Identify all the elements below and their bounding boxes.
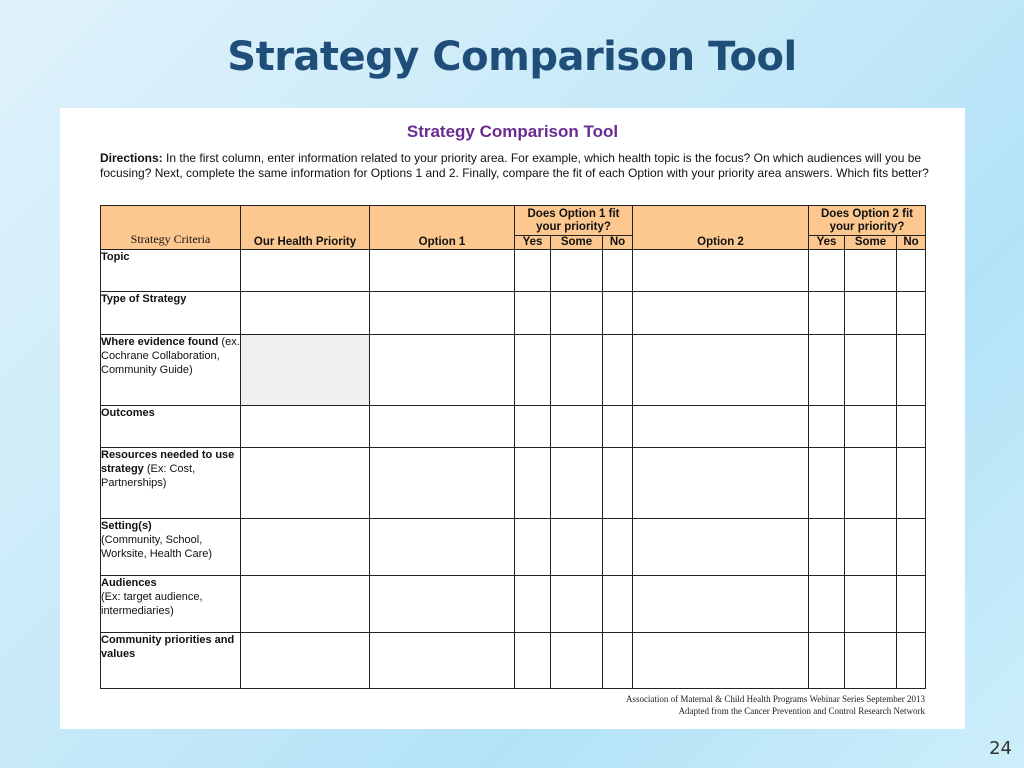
cell-opt2-yes — [809, 576, 845, 633]
cell-option-1 — [370, 335, 515, 406]
cell-option-1 — [370, 576, 515, 633]
cell-opt2-no — [897, 292, 926, 335]
row-label-community-priorities: Community priorities and values — [101, 633, 241, 689]
cell-opt2-some — [845, 633, 897, 689]
cell-opt1-some — [551, 448, 603, 519]
cell-option-2 — [633, 292, 809, 335]
table-row — [101, 335, 926, 406]
row-label-resources-needed: Resources needed to use strategy (Ex: Cost, Partnerships) — [101, 448, 241, 519]
table-row — [101, 576, 926, 633]
cell-opt1-no — [603, 250, 633, 292]
row-label-outcomes: Outcomes — [101, 406, 241, 448]
cell-opt1-yes — [515, 292, 551, 335]
cell-health-priority — [241, 406, 370, 448]
header-opt2-yes: Yes — [809, 236, 845, 250]
cell-opt2-no — [897, 633, 926, 689]
cell-opt1-yes — [515, 250, 551, 292]
table-row — [101, 292, 926, 335]
cell-health-priority — [241, 519, 370, 576]
source-citation — [626, 693, 925, 717]
header-opt1-no: No — [603, 236, 633, 250]
cell-opt2-yes — [809, 448, 845, 519]
cell-opt1-no — [603, 448, 633, 519]
cell-opt1-no — [603, 633, 633, 689]
cell-option-2 — [633, 576, 809, 633]
cell-opt2-no — [897, 576, 926, 633]
header-opt1-yes: Yes — [515, 236, 551, 250]
cell-opt1-some — [551, 576, 603, 633]
cell-opt2-yes — [809, 406, 845, 448]
header-option-2: Option 2 — [633, 206, 809, 250]
cell-opt1-some — [551, 335, 603, 406]
slide-number: 24 — [989, 738, 1012, 759]
cell-opt1-no — [603, 576, 633, 633]
cell-health-priority — [241, 335, 370, 406]
cell-opt2-some — [845, 406, 897, 448]
cell-option-2 — [633, 448, 809, 519]
cell-health-priority — [241, 250, 370, 292]
cell-opt2-yes — [809, 250, 845, 292]
slide-title: Strategy Comparison Tool — [227, 34, 797, 80]
cell-opt2-some — [845, 250, 897, 292]
cell-opt1-some — [551, 633, 603, 689]
cell-opt1-yes — [515, 576, 551, 633]
table-row — [101, 519, 926, 576]
cell-opt1-yes — [515, 448, 551, 519]
cell-option-1 — [370, 250, 515, 292]
directions-text — [100, 151, 930, 181]
cell-option-1 — [370, 633, 515, 689]
cell-opt1-some — [551, 292, 603, 335]
header-option-2-fit: Does Option 2 fit your priority? — [809, 206, 926, 236]
table-row — [101, 448, 926, 519]
header-option-1-fit: Does Option 1 fit your priority? — [515, 206, 633, 236]
table-row — [101, 633, 926, 689]
table-row — [101, 406, 926, 448]
cell-opt2-yes — [809, 335, 845, 406]
header-strategy-criteria: Strategy Criteria — [101, 206, 241, 250]
table-row — [101, 250, 926, 292]
cell-health-priority — [241, 633, 370, 689]
header-opt2-some: Some — [845, 236, 897, 250]
cell-opt1-some — [551, 406, 603, 448]
document-image — [60, 108, 965, 729]
row-label-audiences: Audiences (Ex: target audience, intermediaries) — [101, 576, 241, 633]
cell-opt1-yes — [515, 633, 551, 689]
cell-opt2-some — [845, 292, 897, 335]
cell-option-2 — [633, 335, 809, 406]
directions-body: In the first column, enter information related to your priority area. For example, which health topic is the focus? On which audiences will you be focusing? Next, complete the same information for Options 1 and 2. Finally, compare the fit of each Option with your priority area answers. Which fits better? — [100, 151, 929, 180]
row-label-topic: Topic — [101, 250, 241, 292]
cell-opt2-some — [845, 576, 897, 633]
header-opt2-no: No — [897, 236, 926, 250]
cell-opt2-some — [845, 519, 897, 576]
citation-line-2: Adapted from the Cancer Prevention and Control Research Network — [678, 706, 925, 716]
cell-opt1-yes — [515, 406, 551, 448]
cell-opt1-yes — [515, 519, 551, 576]
cell-option-1 — [370, 448, 515, 519]
comparison-table — [100, 205, 926, 689]
cell-option-2 — [633, 250, 809, 292]
cell-opt1-no — [603, 292, 633, 335]
cell-opt1-yes — [515, 335, 551, 406]
cell-opt2-no — [897, 406, 926, 448]
document-title: Strategy Comparison Tool — [406, 122, 619, 141]
cell-opt1-no — [603, 406, 633, 448]
cell-opt1-some — [551, 519, 603, 576]
cell-option-2 — [633, 633, 809, 689]
cell-opt2-some — [845, 335, 897, 406]
header-option-1: Option 1 — [370, 206, 515, 250]
cell-option-2 — [633, 519, 809, 576]
cell-option-2 — [633, 406, 809, 448]
cell-opt2-no — [897, 250, 926, 292]
cell-opt2-yes — [809, 633, 845, 689]
cell-opt2-yes — [809, 292, 845, 335]
cell-opt2-no — [897, 335, 926, 406]
row-label-settings: Setting(s) (Community, School, Worksite, Health Care) — [101, 519, 241, 576]
cell-option-1 — [370, 406, 515, 448]
row-label-type-of-strategy: Type of Strategy — [101, 292, 241, 335]
cell-opt2-some — [845, 448, 897, 519]
cell-opt1-no — [603, 519, 633, 576]
cell-health-priority — [241, 292, 370, 335]
row-label-where-evidence-found: Where evidence found (ex. Cochrane Collaboration, Community Guide) — [101, 335, 241, 406]
cell-option-1 — [370, 292, 515, 335]
cell-health-priority — [241, 448, 370, 519]
cell-opt2-no — [897, 448, 926, 519]
cell-opt1-no — [603, 335, 633, 406]
cell-opt1-some — [551, 250, 603, 292]
header-opt1-some: Some — [551, 236, 603, 250]
cell-opt2-yes — [809, 519, 845, 576]
citation-line-1: Association of Maternal & Child Health Programs Webinar Series September 2013 — [625, 694, 925, 704]
cell-opt2-no — [897, 519, 926, 576]
directions-label: Directions: — [100, 151, 163, 165]
header-our-health-priority: Our Health Priority — [241, 206, 370, 250]
cell-option-1 — [370, 519, 515, 576]
cell-health-priority — [241, 576, 370, 633]
